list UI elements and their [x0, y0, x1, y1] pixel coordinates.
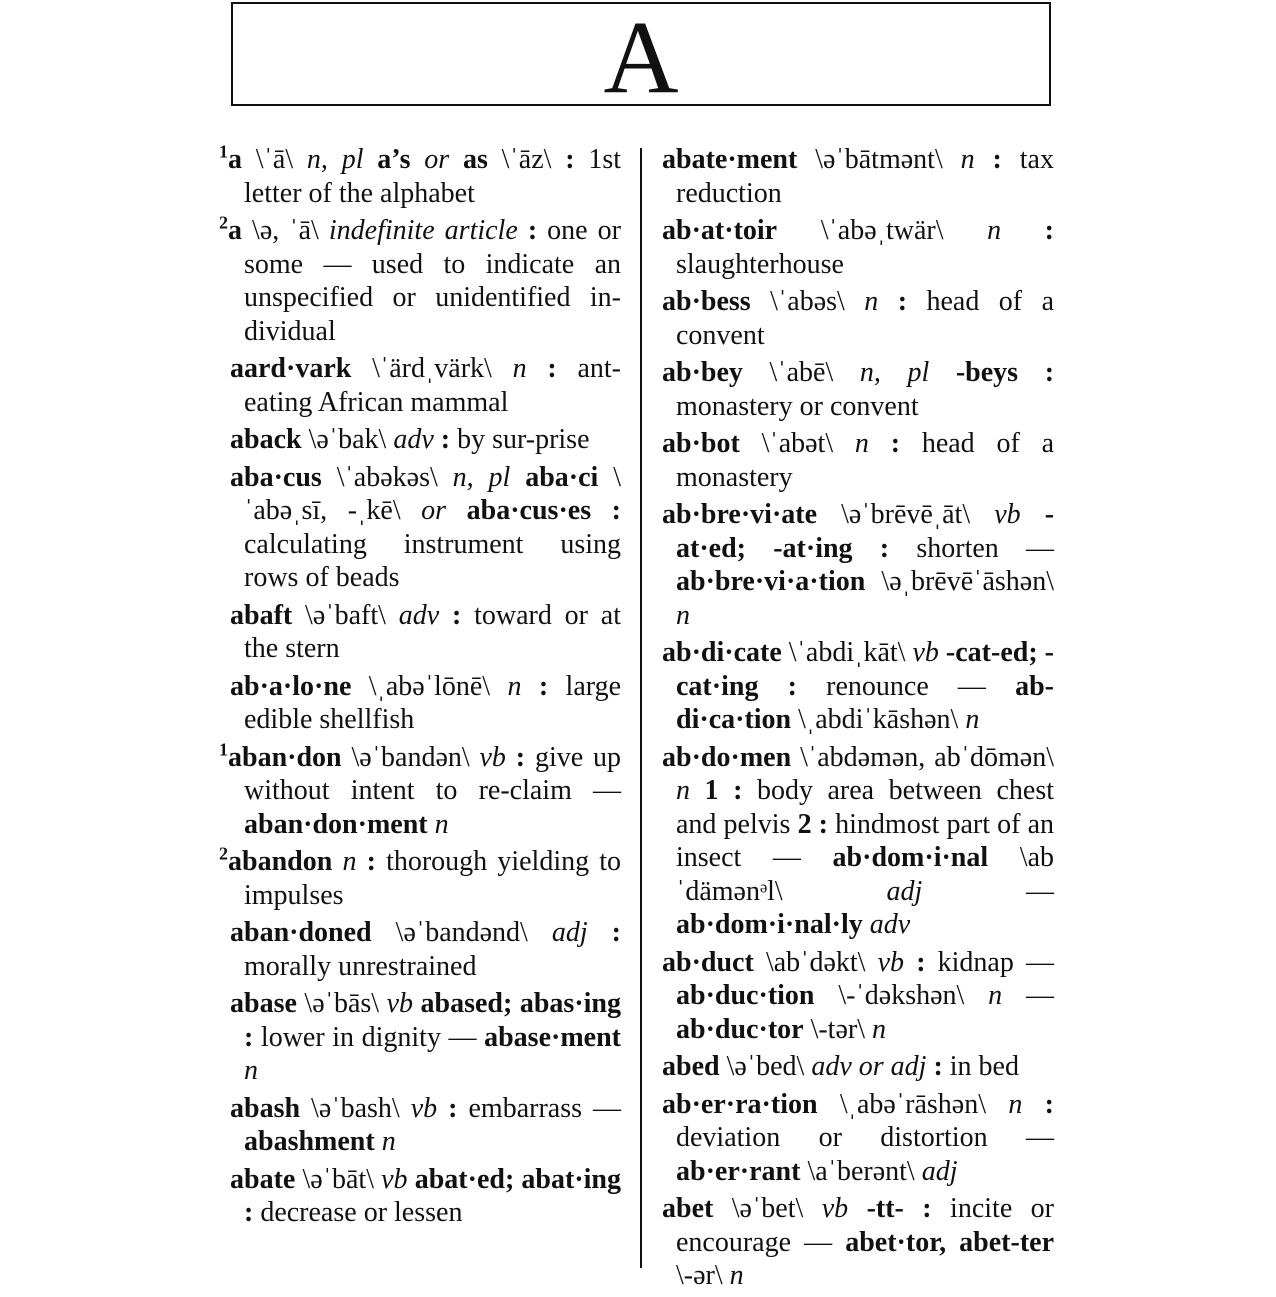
entry-text: \ˈā\ — [242, 144, 307, 175]
entry-bold-text: ab·duc·tion — [676, 980, 815, 1011]
entry-bold-text: ab·bre·vi·ate — [662, 499, 818, 530]
entry-italic-text: n — [960, 144, 975, 175]
entry-bold-text: -cat-ed; -cat·ing — [676, 637, 1054, 702]
entry-bold-text: : — [244, 1197, 254, 1228]
entry-bold-text: : — [451, 599, 462, 631]
dictionary-entry — [662, 946, 1054, 1047]
homograph-number: 2 — [219, 212, 228, 233]
entry-bold-text: abashment — [244, 1126, 375, 1157]
entry-text: \əˈbātmənt\ — [797, 144, 961, 175]
entry-text: monastery or convent — [676, 390, 919, 422]
entry-text — [1021, 499, 1045, 530]
entry-text — [1001, 215, 1045, 246]
entry-text: \-ər\ — [676, 1260, 730, 1291]
entry-text: \aˈberənt\ — [800, 1155, 922, 1187]
entry-italic-text: indefinite article — [328, 215, 518, 246]
entry-italic-text: adj — [886, 875, 923, 907]
entry-bold-text: : — [366, 846, 376, 877]
column-divider — [640, 148, 642, 1268]
entry-text: toward or at the stern — [244, 599, 621, 664]
entry-text: by sur-prise — [450, 424, 590, 455]
entry-text: \əˈbandən\ — [341, 741, 480, 773]
entry-italic-text: n — [988, 980, 1003, 1011]
entry-bold-text: abed — [662, 1051, 720, 1082]
entry-bold-text: a — [228, 144, 242, 175]
entry-text: large edible shellfish — [244, 670, 621, 735]
entry-italic-text: vb — [994, 499, 1021, 530]
section-letter: A — [603, 0, 679, 115]
entry-italic-text: vb — [479, 741, 506, 773]
entry-text: hindmost part of an insect — — [676, 808, 1055, 873]
entry-bold-text: -at·ed; -at·ing — [676, 499, 1055, 564]
entry-text — [521, 671, 538, 702]
dictionary-entry — [219, 741, 621, 842]
entry-italic-text: vb — [386, 988, 414, 1019]
entry-italic-text: n, pl — [452, 461, 511, 493]
entry-text: \ˈabəˌsī, -ˌkē\ — [244, 461, 622, 526]
entry-bold-text: : — [992, 144, 1002, 175]
entry-bold-text: ab·a·lo·ne — [230, 670, 352, 702]
entry-bold-text: abased; abas·ing — [420, 988, 621, 1019]
entry-bold-text: : — [611, 495, 621, 526]
entry-text: \ˈabdiˌkāt\ — [781, 637, 913, 668]
entry-text: \əˈbak\ — [301, 424, 394, 455]
entry-italic-text: n — [854, 428, 869, 459]
entry-text — [363, 144, 377, 175]
entry-text — [506, 742, 516, 773]
entry-bold-text: : — [527, 215, 538, 246]
entry-text: \abˈdämənᵊl\ — [676, 842, 1054, 907]
entry-text — [588, 917, 612, 948]
entry-text: \ˌabəˈlōnē\ — [351, 670, 508, 702]
entry-text: \əˈbrēvēˌāt\ — [817, 499, 995, 530]
entry-text: decrease or lessen — [253, 1197, 463, 1228]
entry-text: — — [1002, 980, 1054, 1011]
entry-text: \əˈbandənd\ — [371, 917, 552, 948]
entry-text — [863, 909, 870, 940]
entry-italic-text: n, pl — [306, 144, 364, 175]
entry-italic-text: n — [987, 215, 1002, 246]
entry-text — [356, 846, 366, 877]
entry-bold-text: aban·don — [228, 741, 342, 773]
entry-text — [591, 495, 612, 526]
entry-bold-text: abate — [230, 1163, 296, 1195]
entry-bold-text: a’s — [377, 144, 411, 175]
entry-text — [410, 144, 424, 175]
entry-text: lower in dignity — — [253, 1021, 485, 1053]
dictionary-entry — [219, 1092, 621, 1159]
entry-text: \əˈbed\ — [719, 1051, 812, 1082]
entry-text: kidnap — — [925, 946, 1054, 978]
entry-bold-text: : — [565, 144, 575, 175]
entry-text: one or some — used to indicate an unspecified or unidentified in-dividual — [244, 215, 621, 347]
entry-text — [527, 353, 548, 384]
entry-text: in bed — [942, 1051, 1019, 1082]
entry-text — [439, 600, 452, 631]
entry-bold-text: : — [244, 1021, 254, 1053]
entry-italic-text: n — [965, 704, 980, 735]
left-column — [219, 143, 621, 1234]
dictionary-entry — [219, 599, 621, 666]
entry-text — [428, 809, 435, 840]
entry-bold-text: ab·do·men — [662, 741, 792, 773]
entry-bold-text: : — [611, 917, 621, 948]
entry-text: thorough yielding to impulses — [244, 846, 622, 911]
entry-text: \ˈabdəmən, abˈdōmən\ — [791, 741, 1054, 773]
entry-text: deviation or distortion — — [676, 1122, 1054, 1153]
entry-bold-text: ab·duct — [662, 946, 754, 978]
entry-text — [332, 846, 342, 877]
homograph-number: 2 — [219, 843, 228, 864]
entry-text: \abˈdəkt\ — [753, 946, 878, 978]
entry-text: \əˈbās\ — [296, 988, 387, 1019]
entry-bold-text: abase — [230, 988, 297, 1019]
entry-bold-text: a — [228, 215, 242, 246]
entry-text — [1018, 357, 1045, 388]
entry-italic-text: n — [434, 808, 449, 840]
entry-text: \əˈbet\ — [713, 1193, 822, 1224]
entry-text: head of a monastery — [676, 428, 1054, 493]
entry-bold-text: 2 : — [797, 808, 829, 840]
entry-text: \əˌbrēvēˈāshən\ — [865, 566, 1054, 597]
entry-bold-text: : — [448, 1092, 458, 1124]
entry-text — [690, 775, 705, 806]
entry-bold-text: ab·bot — [662, 428, 740, 459]
entry-text — [446, 495, 467, 526]
entry-bold-text: : — [916, 946, 926, 978]
entry-italic-text: vb — [821, 1193, 849, 1224]
dictionary-entry — [219, 1163, 621, 1230]
entry-italic-text: or — [421, 495, 447, 526]
entry-text: head of a convent — [676, 286, 1054, 351]
entry-bold-text: abate·ment — [662, 144, 798, 175]
entry-text — [449, 144, 463, 175]
entry-text: \ə, ˈā\ — [242, 215, 329, 246]
dictionary-entry — [219, 214, 621, 348]
homograph-number: 1 — [219, 141, 228, 162]
entry-bold-text: ab-di·ca·tion — [676, 670, 1055, 735]
entry-bold-text: -tt- : — [866, 1193, 932, 1224]
entry-italic-text: adj — [921, 1155, 958, 1187]
entry-italic-text: n — [1008, 1088, 1023, 1120]
entry-text: calculating instrument using rows of beads — [244, 528, 621, 593]
dictionary-entry — [219, 352, 621, 419]
entry-text: \ˈabət\ — [739, 428, 855, 459]
entry-text: \əˈbāt\ — [295, 1163, 382, 1195]
entry-bold-text: abash — [230, 1092, 301, 1124]
entry-bold-text: aba·cus·es — [466, 495, 592, 526]
entry-italic-text: n, pl — [859, 357, 930, 388]
entry-italic-text: adv — [393, 424, 434, 455]
entry-text: \ˌabəˈrāshən\ — [817, 1088, 1009, 1120]
entry-italic-text: n — [676, 775, 690, 806]
entry-bold-text: ab·er·rant — [676, 1155, 801, 1187]
entry-text: incite or encourage — — [676, 1193, 1054, 1258]
entry-bold-text: : — [440, 424, 451, 455]
entry-italic-text: n — [244, 1055, 258, 1086]
dictionary-entry — [662, 636, 1054, 737]
entry-bold-text: ab·dom·i·nal·ly — [676, 909, 863, 940]
entry-text — [869, 428, 891, 459]
dictionary-entry — [662, 427, 1054, 494]
entry-bold-text: : — [1044, 215, 1054, 246]
entry-bold-text: : — [879, 532, 890, 564]
dictionary-entry — [219, 916, 621, 983]
entry-text — [375, 1126, 382, 1157]
entry-bold-text: : — [1044, 1088, 1054, 1120]
dictionary-entry — [219, 423, 621, 457]
entry-bold-text: ab·bey — [662, 357, 743, 388]
dictionary-entry — [219, 845, 621, 912]
entry-bold-text: ab·bess — [662, 286, 751, 317]
entry-text — [758, 671, 787, 702]
entry-italic-text: vb — [381, 1163, 408, 1195]
entry-bold-text: aba·cus — [230, 461, 322, 493]
entry-text: \ˈabəkəs\ — [321, 461, 453, 493]
entry-bold-text: abet — [662, 1193, 714, 1224]
entry-text: embarrass — — [457, 1092, 622, 1124]
entry-text — [518, 215, 528, 246]
entry-italic-text: n — [507, 670, 522, 702]
entry-bold-text: ab·dom·i·nal — [832, 842, 989, 873]
entry-italic-text: vb — [410, 1092, 438, 1124]
entry-text — [434, 424, 441, 455]
entry-text — [413, 988, 421, 1019]
entry-bold-text: aback — [230, 424, 302, 455]
entry-text: \əˈbash\ — [300, 1092, 411, 1124]
entry-italic-text: or — [424, 144, 450, 175]
dictionary-entry — [662, 285, 1054, 352]
entry-bold-text: as — [462, 144, 488, 175]
entry-text: \ˌabdiˈkāshən\ — [791, 704, 966, 735]
entry-text: body area between chest and pelvis — [676, 775, 1055, 840]
entry-bold-text: abandon — [228, 846, 333, 877]
entry-bold-text: ab·bre·vi·a·tion — [676, 566, 866, 597]
entry-italic-text: adj — [551, 917, 588, 948]
dictionary-entry — [219, 987, 621, 1088]
entry-italic-text: n — [342, 846, 357, 877]
entry-italic-text: n — [872, 1013, 886, 1045]
entry-italic-text: n — [729, 1260, 744, 1291]
entry-text: \ˈabəˌtwär\ — [777, 215, 988, 246]
dictionary-entry — [662, 143, 1054, 210]
entry-text: \-tər\ — [803, 1013, 872, 1045]
entry-bold-text: : — [515, 741, 526, 773]
entry-text: tax reduction — [676, 144, 1054, 209]
entry-text — [853, 533, 880, 564]
entry-bold-text: : — [1044, 357, 1055, 388]
entry-text: ant-eating African mammal — [244, 353, 622, 418]
dictionary-entry — [219, 461, 621, 595]
dictionary-entry — [662, 741, 1054, 942]
entry-bold-text: abet·tor, abet-ter — [845, 1226, 1054, 1258]
entry-text: \ˈāz\ — [487, 144, 566, 175]
entry-bold-text: abaft — [230, 599, 293, 631]
entry-text — [975, 144, 993, 175]
entry-bold-text: : — [890, 428, 901, 459]
entry-italic-text: adv — [869, 909, 911, 940]
entry-bold-text: -beys — [955, 357, 1019, 388]
entry-text — [929, 357, 956, 388]
entry-bold-text: : — [547, 353, 557, 384]
entry-text: \ˈärdˌvärk\ — [351, 353, 513, 384]
dictionary-entry — [662, 498, 1054, 632]
entry-text: — — [922, 875, 1054, 907]
entry-text: give up without intent to re-claim — — [244, 741, 621, 806]
dictionary-entry — [219, 670, 621, 737]
dictionary-entry — [662, 214, 1054, 281]
entry-bold-text: abat·ed; abat·ing — [414, 1163, 621, 1195]
homograph-number: 1 — [219, 739, 228, 760]
entry-text — [510, 462, 525, 493]
dictionary-entry — [219, 143, 621, 210]
entry-bold-text: ab·duc·tor — [676, 1013, 804, 1045]
entry-bold-text: ab·di·cate — [662, 637, 782, 668]
entry-bold-text: aard·vark — [230, 353, 352, 384]
entry-text — [437, 1093, 448, 1124]
entry-italic-text: vb — [877, 946, 905, 978]
entry-text: slaughterhouse — [676, 248, 844, 280]
entry-text: shorten — — [889, 532, 1055, 564]
entry-text: renounce — — [796, 670, 1016, 702]
dictionary-entry — [662, 356, 1054, 423]
entry-text: \ˈabəs\ — [750, 286, 865, 317]
entry-text: 1st letter of the alphabet — [244, 144, 622, 209]
entry-text — [878, 286, 897, 317]
entry-italic-text: n — [512, 353, 527, 384]
entry-italic-text: n — [381, 1126, 396, 1157]
entry-bold-text: 1 : — [704, 775, 743, 806]
entry-bold-text: aban·doned — [230, 917, 372, 948]
entry-text: \-ˈdəkshən\ — [814, 980, 989, 1011]
entry-italic-text: adv or adj — [811, 1051, 927, 1082]
right-column — [662, 143, 1054, 1297]
entry-bold-text: : — [933, 1051, 943, 1082]
entry-italic-text: n — [676, 599, 690, 631]
entry-italic-text: adv — [398, 599, 440, 631]
entry-text: \ˈabē\ — [742, 357, 860, 388]
entry-bold-text: : — [787, 670, 797, 702]
entry-bold-text: ab·er·ra·tion — [662, 1088, 818, 1120]
entry-text — [848, 1193, 866, 1224]
dictionary-entry — [662, 1192, 1054, 1293]
entry-text — [1022, 1089, 1044, 1120]
entry-text: \əˈbaft\ — [292, 599, 399, 631]
entry-text: morally unrestrained — [244, 950, 477, 982]
entry-bold-text: : — [897, 286, 908, 317]
entry-italic-text: vb — [912, 637, 939, 668]
entry-bold-text: ab·at·toir — [662, 215, 778, 246]
section-letter-box — [231, 0, 1051, 115]
dictionary-entry — [662, 1088, 1054, 1189]
entry-bold-text: : — [538, 670, 549, 702]
entry-text — [939, 637, 946, 668]
dictionary-entry — [662, 1050, 1054, 1084]
entry-bold-text: aban·don·ment — [244, 808, 428, 840]
entry-text — [408, 1164, 415, 1195]
entry-italic-text: n — [864, 286, 879, 317]
entry-text — [904, 947, 916, 978]
entry-bold-text: abase·ment — [484, 1021, 621, 1053]
entry-bold-text: aba·ci — [525, 461, 599, 493]
